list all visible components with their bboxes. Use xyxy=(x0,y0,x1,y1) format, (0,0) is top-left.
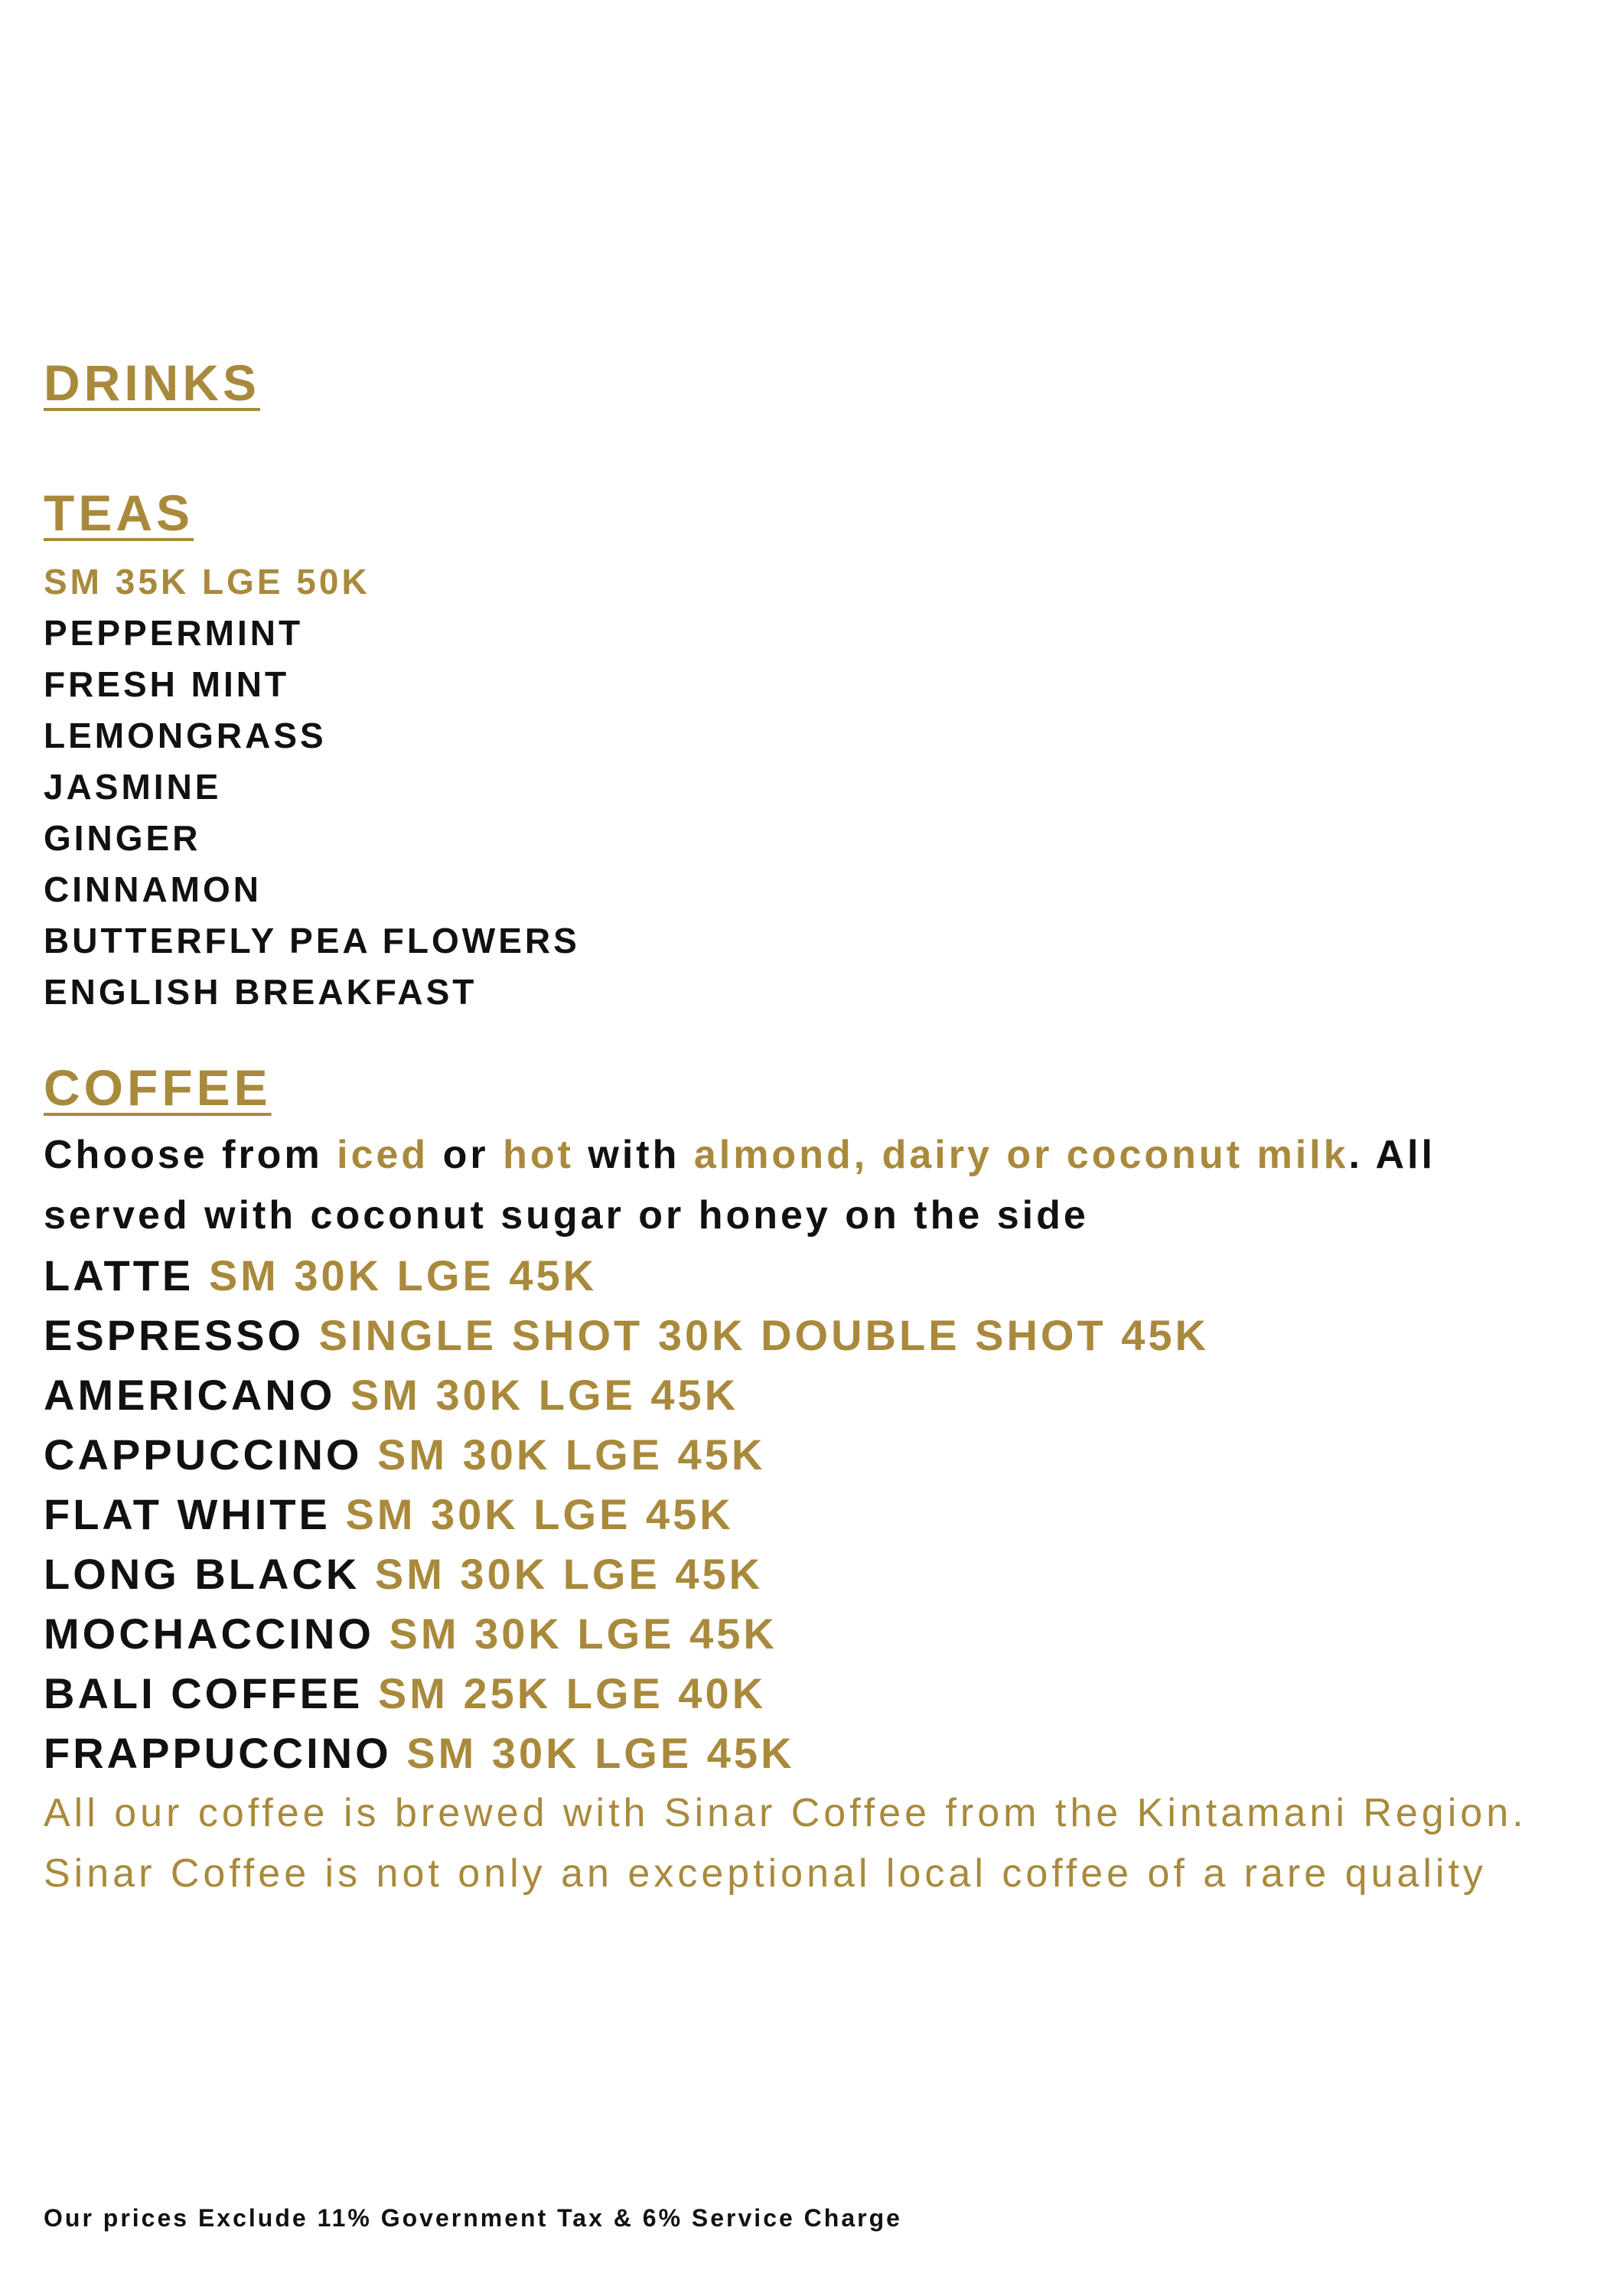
coffee-item-price: SM 30K LGE 45K xyxy=(208,1251,598,1300)
tea-item: GINGER xyxy=(44,818,201,858)
coffee-item xyxy=(44,1485,1605,1544)
coffee-item-name: AMERICANO xyxy=(44,1371,336,1419)
coffee-item-name: MOCHACCINO xyxy=(44,1609,374,1658)
coffee-intro-line-2: served with coconut sugar or honey on the side xyxy=(44,1193,1089,1238)
intro-text: . All xyxy=(1348,1133,1436,1177)
coffee-origin-note: All our coffee is brewed with Sinar Coffee from the Kintamani Region. xyxy=(44,1791,1527,1835)
tea-item: ENGLISH BREAKFAST xyxy=(44,972,477,1012)
coffee-heading: COFFEE xyxy=(44,1059,272,1116)
coffee-item-name: BALI COFFEE xyxy=(44,1669,363,1717)
coffee-item-name: LONG BLACK xyxy=(44,1550,360,1598)
coffee-item-price: SM 30K LGE 45K xyxy=(350,1371,739,1419)
coffee-item xyxy=(44,1724,1605,1783)
coffee-item-name: LATTE xyxy=(44,1251,194,1300)
coffee-item xyxy=(44,1664,1605,1724)
tea-item: JASMINE xyxy=(44,767,222,807)
coffee-item-name: FRAPPUCCINO xyxy=(44,1729,392,1777)
coffee-item xyxy=(44,1246,1605,1306)
coffee-intro-line-1 xyxy=(44,1125,1605,1186)
intro-option-hot: hot xyxy=(503,1133,574,1177)
coffee-item-price: SM 25K LGE 40K xyxy=(377,1669,767,1717)
tea-item: LEMONGRASS xyxy=(44,716,327,755)
coffee-item xyxy=(44,1604,1605,1664)
coffee-origin-note: Sinar Coffee is not only an exceptional local coffee of a rare quality xyxy=(44,1851,1487,1896)
teas-heading: TEAS xyxy=(44,484,194,541)
tea-item: PEPPERMINT xyxy=(44,613,304,653)
coffee-section xyxy=(44,1125,1605,1904)
menu-title: DRINKS xyxy=(44,354,261,411)
tax-disclaimer: Our prices Exclude 11% Government Tax & 6% Service Charge xyxy=(44,2204,902,2232)
tea-item: CINNAMON xyxy=(44,869,262,909)
coffee-item xyxy=(44,1544,1605,1604)
coffee-item-name: FLAT WHITE xyxy=(44,1490,331,1538)
teas-section xyxy=(44,556,580,1018)
intro-milk-options: almond, dairy or coconut milk xyxy=(693,1133,1349,1177)
teas-price: SM 35K LGE 50K xyxy=(44,562,370,602)
coffee-item xyxy=(44,1365,1605,1425)
coffee-item-price: SM 30K LGE 45K xyxy=(406,1729,795,1777)
coffee-item-price: SM 30K LGE 45K xyxy=(345,1490,734,1538)
coffee-item-price: SM 30K LGE 45K xyxy=(374,1550,764,1598)
coffee-item-price: SM 30K LGE 45K xyxy=(377,1430,766,1479)
coffee-item-name: ESPRESSO xyxy=(44,1311,305,1359)
coffee-item-price: SM 30K LGE 45K xyxy=(389,1609,777,1658)
intro-text: or xyxy=(429,1133,504,1177)
coffee-item-name: CAPPUCCINO xyxy=(44,1430,363,1479)
coffee-item-price: SINGLE SHOT 30K DOUBLE SHOT 45K xyxy=(318,1311,1209,1359)
intro-text: with xyxy=(573,1133,694,1177)
tea-item: FRESH MINT xyxy=(44,664,290,704)
tea-item: BUTTERFLY PEA FLOWERS xyxy=(44,921,580,960)
coffee-item xyxy=(44,1306,1605,1365)
coffee-item xyxy=(44,1425,1605,1485)
intro-text: Choose from xyxy=(44,1133,337,1177)
intro-option-iced: iced xyxy=(337,1133,429,1177)
